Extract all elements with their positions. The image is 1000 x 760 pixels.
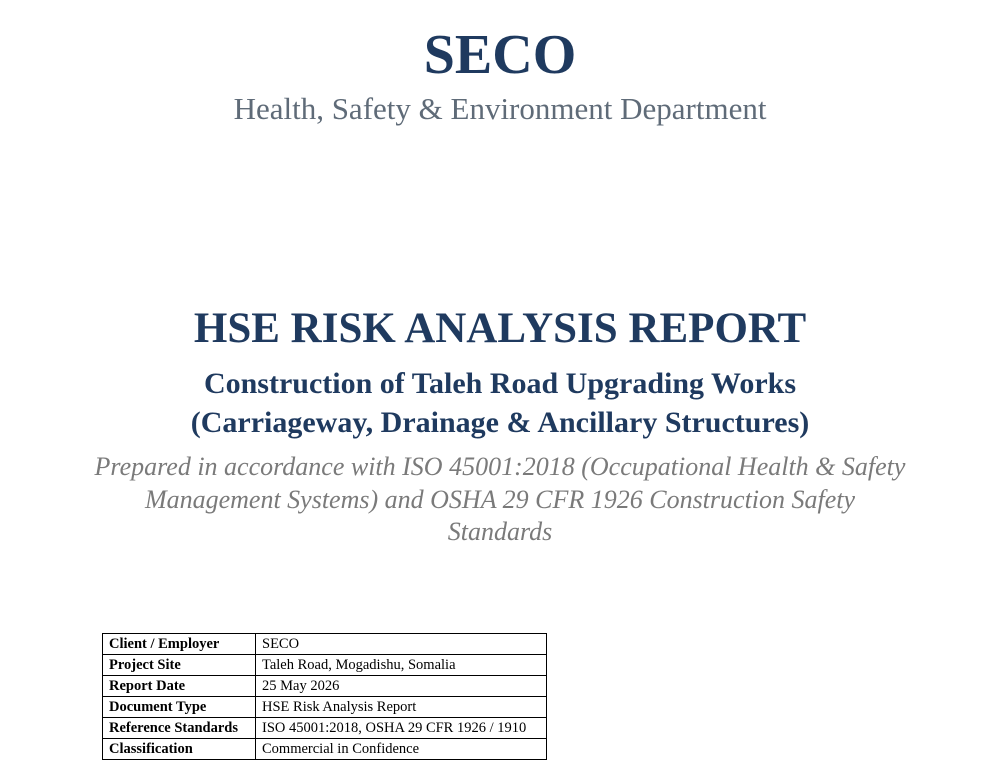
report-title: HSE RISK ANALYSIS REPORT [193,305,807,352]
row-label: Client / Employer [103,634,256,655]
document-info-table [102,633,547,760]
table-row [103,697,547,718]
organization-name: SECO [423,24,577,86]
report-subtitle [0,364,1000,442]
row-label: Reference Standards [103,718,256,739]
table-row [103,676,547,697]
row-value: ISO 45001:2018, OSHA 29 CFR 1926 / 1910 [256,718,547,739]
row-label: Report Date [103,676,256,697]
table-row [103,634,547,655]
row-value: Commercial in Confidence [256,739,547,760]
row-value: Taleh Road, Mogadishu, Somalia [256,655,547,676]
row-value: HSE Risk Analysis Report [256,697,547,718]
report-subtitle-line-2: (Carriageway, Drainage & Ancillary Structures) [190,406,810,439]
report-subtitle-line-1: Construction of Taleh Road Upgrading Works [203,367,797,400]
row-value: 25 May 2026 [256,676,547,697]
row-value: SECO [256,634,547,655]
standards-note: Prepared in accordance with ISO 45001:2018 (Occupational Health & Safety Management Systems) and OSHA 29 CFR 1926 Construction Safety Standards [94,452,906,546]
row-label: Project Site [103,655,256,676]
table-row [103,655,547,676]
table-row [103,718,547,739]
table-row [103,739,547,760]
department-name: Health, Safety & Environment Department [233,91,767,126]
row-label: Classification [103,739,256,760]
row-label: Document Type [103,697,256,718]
